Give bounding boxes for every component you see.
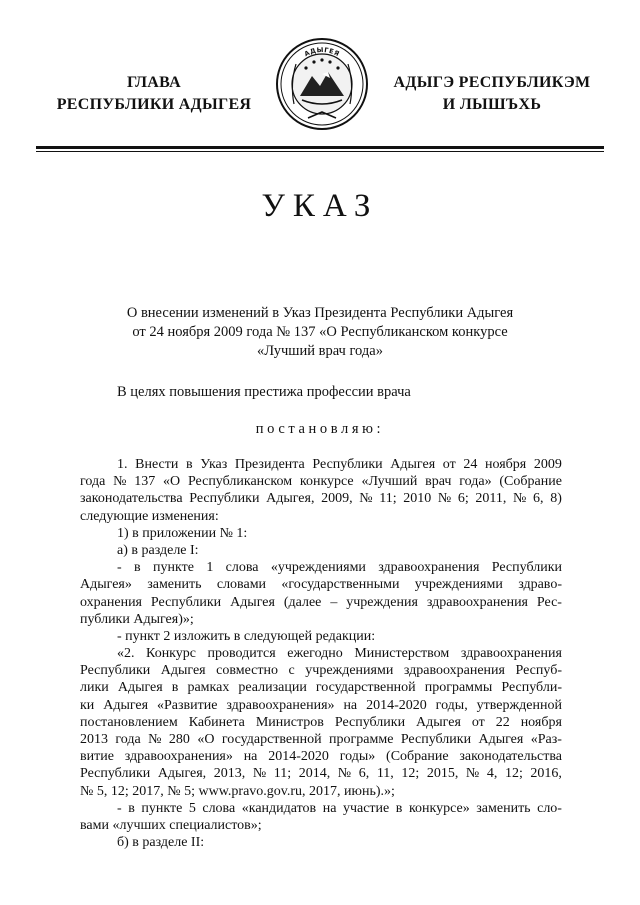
coat-of-arms-emblem-icon [272,34,372,134]
header-divider-thin [36,151,604,152]
header-left-line1: ГЛАВА [127,74,181,91]
body-line: № 5, 12; 2017, № 5; www.pravo.gov.ru, 2017, июнь).»; [80,783,395,799]
body-line: «2. Конкурс проводится ежегодно Министерством здравоохранения [117,646,562,662]
header-left-title [40,72,268,116]
body-line: публики Адыгея)»; [80,611,194,627]
header-left-line2: РЕСПУБЛИКИ АДЫГЕЯ [56,96,252,113]
body-line: лики Адыгея в рамках реализации государственной программы Республи- [80,680,562,696]
body-line: 2013 года № 280 «О государственной программе Республики Адыгея «Раз- [80,732,562,747]
subject-line: О внесении изменений в Указ Президента Республики Адыгея [126,305,514,321]
body-line: - в пункте 1 слова «учреждениями здравоохранения Республики [117,560,562,576]
body-line: года № 137 «О Республиканском конкурсе «Лучший врач года» (Собрание [80,474,562,490]
document-subject [80,304,560,361]
body-line: Республики Адыгея совместно с учреждениями здравоохранения Респуб- [80,663,562,679]
body-line: а) в разделе I: [117,542,199,558]
header-right-title [378,72,606,116]
body-line: - пункт 2 изложить в следующей редакции: [117,628,376,644]
header-right-line1: АДЫГЭ РЕСПУБЛИКЭМ [393,74,591,91]
body-line: витие здравоохранения» на 2014-2020 годы» (Собрание законодательства [80,749,562,765]
subject-line: «Лучший врач года» [257,343,383,359]
preamble: В целях повышения престижа профессии врача [117,384,411,400]
header-right-line2: И ЛЫШЪХЬ [442,96,542,113]
document-title: УКАЗ [261,188,379,224]
body-line: законодательства Республики Адыгея, 2009, № 11; 2010 № 6; 2011, № 6, 8) [80,491,562,507]
body-line: Республики Адыгея, 2013, № 11; 2014, № 6, 11, 12; 2015, № 4, 12; 2016, [80,766,562,782]
body-line: охранения Республики Адыгея (далее – учреждения здравоохранения Рес- [80,594,562,610]
body-line: 1) в приложении № 1: [117,525,248,541]
body-line: постановлением Кабинета Министров Республики Адыгея от 22 ноября [80,714,562,730]
body-line: ки Адыгея «Развитие здравоохранения» на 2014-2020 годы, утвержденной [80,697,562,713]
document-body [80,456,562,851]
body-line: б) в разделе II: [117,835,205,851]
body-line: Адыгея» заменить словами «государственными учреждениями здраво- [80,577,562,593]
body-line: следующие изменения: [80,508,219,524]
body-line: вами «лучших специалистов»; [80,817,262,833]
body-line: - в пункте 5 слова «кандидатов на участие в конкурсе» заменить сло- [117,800,562,816]
body-line: 1. Внести в Указ Президента Республики Адыгея от 24 ноября 2009 [117,457,562,472]
emblem-text: АДЫГЕЯ [303,45,341,59]
decree-word: постановляю: [255,421,385,437]
subject-line: от 24 ноября 2009 года № 137 «О Республиканском конкурсе [132,324,508,340]
header-divider-thick [36,146,604,149]
